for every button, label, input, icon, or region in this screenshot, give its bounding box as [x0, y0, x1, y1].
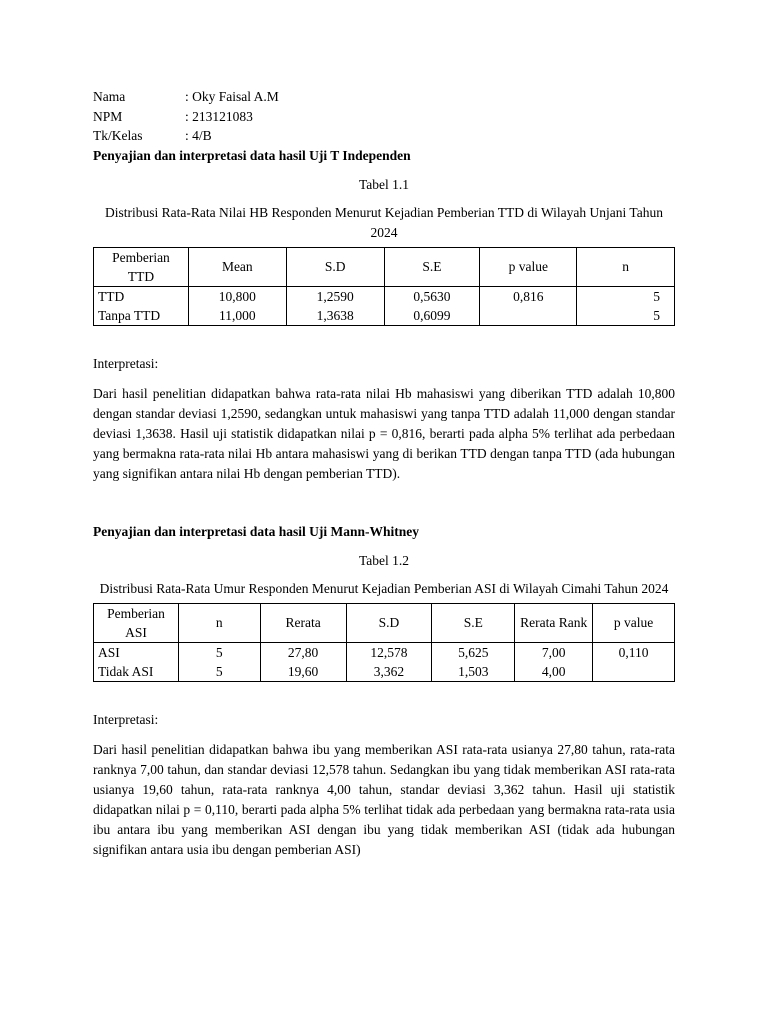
table2-header: S.E — [432, 603, 515, 642]
section2-interpretation: Dari hasil penelitian didapatkan bahwa ibu yang memberikan ASI rata-rata usianya 27,80 tahun, rata-rata ranknya 7,00 tahun, dan standar deviasi 12,578 tahun. Sedangkan ibu yang tidak memberikan ASI rata-rata usianya 19,60 tahun, rata-rata ranknya 4,00 tahun, standar deviasi 3,362 tahun. Hasil uji statistik didapatkan nilai p = 0,110, berarti pada alpha 5% terlihat tidak ada perbedaan yang bermakna rata-rata usia ibu antara ibu yang memberikan ASI dengan ibu yang tidak memberikan ASI (tidak ada hubungan signifikan antara usia ibu dengan pemberian ASI) — [93, 741, 675, 857]
table-cell: 0,5630 — [413, 288, 451, 304]
table2-group-cell — [94, 642, 179, 681]
section2-interp-label: Interpretasi: — [93, 711, 159, 727]
table-cell: Tidak ASI — [98, 663, 154, 679]
table-cell: 0,6099 — [413, 307, 451, 323]
npm-value: : 213121083 — [185, 108, 253, 124]
table2-header: p value — [593, 603, 675, 642]
table1-header: n — [577, 247, 675, 286]
table2-n-cell — [178, 642, 260, 681]
table1-group-cell — [94, 286, 189, 325]
table-cell: 19,60 — [287, 663, 319, 679]
table2-header: Rerata — [260, 603, 346, 642]
table2-header: n — [178, 603, 260, 642]
table-cell: 1,503 — [458, 663, 489, 679]
table2-rerata-cell — [260, 642, 346, 681]
table2-header-row — [94, 603, 675, 642]
meta-nama — [93, 87, 675, 107]
table2-label: Tabel 1.2 — [358, 552, 410, 568]
table-cell: 0,110 — [618, 644, 649, 660]
table1 — [93, 247, 675, 326]
table-cell: 5 — [653, 288, 660, 304]
table1-header: p value — [480, 247, 577, 286]
section1-interp-label: Interpretasi: — [93, 355, 159, 371]
table1-header: S.E — [384, 247, 480, 286]
table-cell: 1,2590 — [316, 288, 354, 304]
table1-n-cell — [577, 286, 675, 325]
table2 — [93, 603, 675, 682]
section1-title: Penyajian dan interpretasi data hasil Uji T Independen — [93, 147, 411, 163]
table-cell: 11,000 — [219, 307, 256, 323]
table1-label: Tabel 1.1 — [358, 176, 410, 192]
meta-npm — [93, 107, 675, 127]
table2-caption: Distribusi Rata-Rata Umur Responden Menurut Kejadian Pemberian ASI di Wilayah Cimahi Tahun 2024 — [99, 580, 669, 596]
table2-header: S.D — [346, 603, 432, 642]
nama-label: Nama — [93, 89, 126, 104]
table1-header: S.D — [286, 247, 384, 286]
table-cell: 7,00 — [541, 644, 566, 660]
npm-label: NPM — [93, 108, 123, 124]
table-cell: 27,80 — [287, 644, 319, 660]
table-row — [94, 642, 675, 681]
table-cell: 0,816 — [513, 288, 544, 304]
table-cell: 10,800 — [218, 288, 256, 304]
kelas-label: Tk/Kelas — [93, 128, 143, 143]
table1-caption: Distribusi Rata-Rata Nilai HB Responden Menurut Kejadian Pemberian TTD di Wilayah Unjani Tahun 2024 — [105, 204, 663, 240]
table-cell: Tanpa TTD — [98, 307, 161, 323]
table2-rank-cell — [515, 642, 593, 681]
table-cell: ASI — [98, 644, 120, 660]
table-cell: TTD — [98, 288, 125, 304]
kelas-value: : 4/B — [185, 128, 212, 143]
table-cell: 4,00 — [541, 663, 566, 679]
table1-sd-cell — [286, 286, 384, 325]
table-cell: 5,625 — [458, 644, 489, 660]
table1-header: Pemberian TTD — [94, 247, 189, 286]
table2-se-cell — [432, 642, 515, 681]
meta-kelas — [93, 126, 675, 146]
document-content — [93, 87, 675, 860]
section2-title: Penyajian dan interpretasi data hasil Uji Mann-Whitney — [93, 523, 420, 539]
table-cell: 1,3638 — [316, 307, 354, 323]
table-cell: 12,578 — [370, 644, 408, 660]
section1-interpretation: Dari hasil penelitian didapatkan bahwa rata-rata nilai Hb mahasiswi yang diberikan TTD adalah 10,800 dengan standar deviasi 1,2590, sedangkan untuk mahasiswi yang tanpa TTD adalah 11,000 dengan standar deviasi 1,3638. Hasil uji statistik didapatkan nilai p = 0,816, berarti pada alpha 5% terlihat ada perbedaan yang bermakna rata-rata nilai Hb antara mahasiswi yang di berikan TTD dengan tanpa TTD (ada hubungan yang signifikan antara nilai Hb dengan pemberian TTD). — [93, 385, 675, 481]
table1-pvalue-cell — [480, 286, 577, 325]
table-row — [94, 286, 675, 325]
table-cell: 5 — [653, 307, 660, 323]
table1-header-row — [94, 247, 675, 286]
table-cell: 5 — [215, 663, 223, 679]
table2-pvalue-cell — [593, 642, 675, 681]
table-cell: 5 — [215, 644, 223, 660]
table1-header: Mean — [188, 247, 286, 286]
table-cell: 3,362 — [373, 663, 405, 679]
table1-mean-cell — [188, 286, 286, 325]
table1-se-cell — [384, 286, 480, 325]
table2-header: Pemberian ASI — [94, 603, 179, 642]
table2-sd-cell — [346, 642, 432, 681]
table2-header: Rerata Rank — [515, 603, 593, 642]
nama-value: : Oky Faisal A.M — [185, 89, 279, 104]
